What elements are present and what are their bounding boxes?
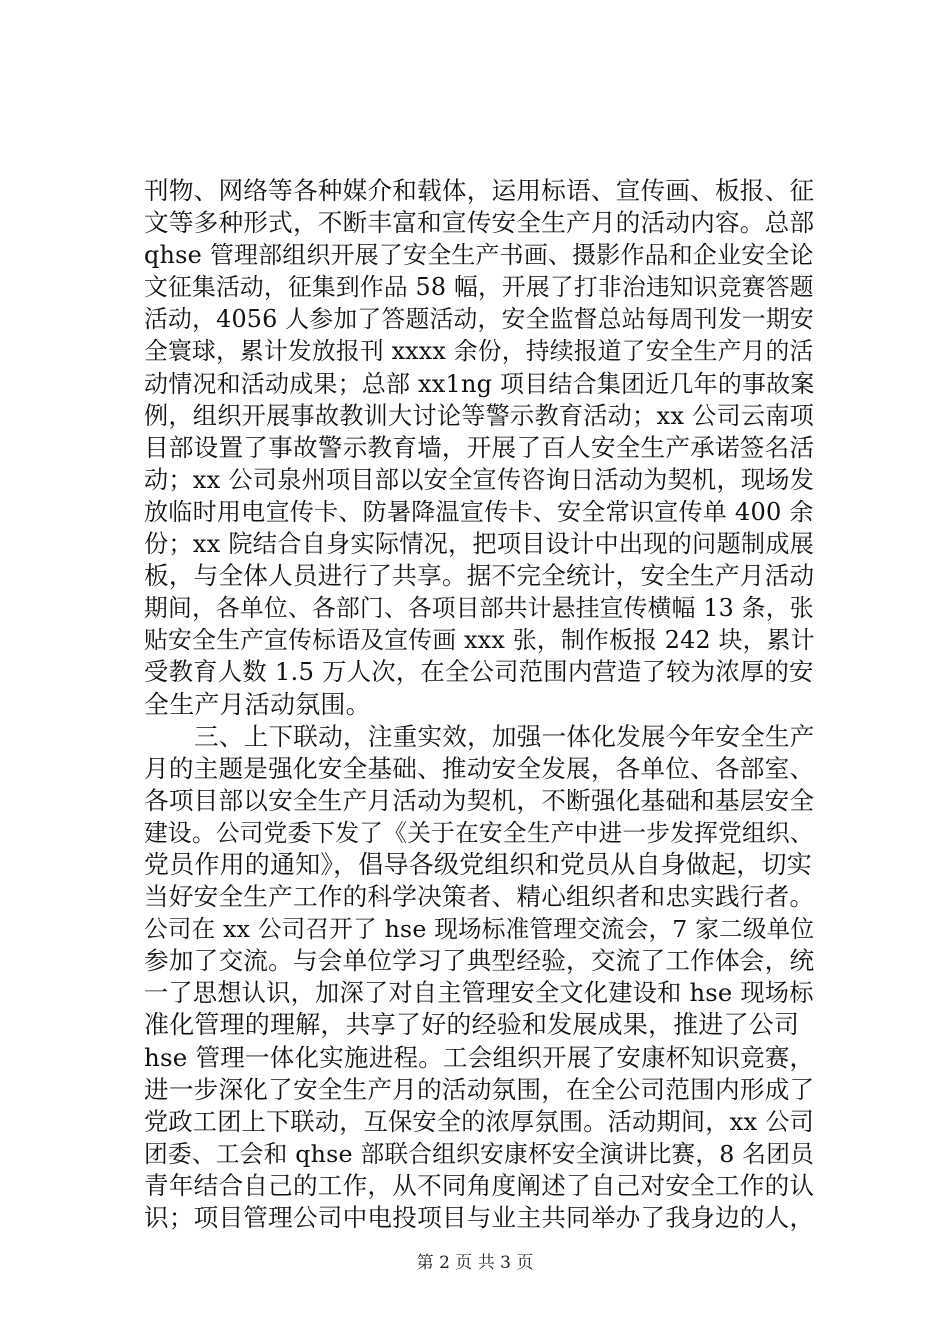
text-line: 识；项目管理公司中电投项目与业主共同举办了我身边的人， <box>144 1203 815 1232</box>
text-line: 党政工团上下联动，互保安全的浓厚氛围。活动期间，xx 公司 <box>144 1107 815 1136</box>
text-line: 全生产月活动氛围。 <box>144 689 371 719</box>
text-line: 贴安全生产宣传标语及宣传画 xxx 张，制作板报 242 块，累计 <box>144 626 815 655</box>
text-line: 文等多种形式，不断丰富和宣传安全生产月的活动内容。总部 <box>144 208 815 238</box>
text-line: 准化管理的理解，共享了好的经验和发展成果，推进了公司 <box>144 1010 800 1040</box>
text-line: 文征集活动，征集到作品 58 幅，开展了打非治违知识竞赛答题 <box>144 273 814 302</box>
text-line: qhse 管理部组织开展了安全生产书画、摄影作品和企业安全论 <box>144 241 814 270</box>
text-line: 建设。公司党委下发了《关于在安全生产中进一步发挥党组织、 <box>144 818 814 847</box>
text-line: 目部设置了事故警示教育墙，开展了百人安全生产承诺签名活 <box>144 432 815 462</box>
text-line: 板，与全体人员进行了共享。据不完全统计，安全生产月活动 <box>144 561 815 591</box>
text-line: 动；xx 公司泉州项目部以安全宣传咨询日活动为契机，现场发 <box>144 465 815 494</box>
text-line: 刊物、网络等各种媒介和载体，运用标语、宣传画、板报、征 <box>144 176 815 205</box>
text-line: 月的主题是强化安全基础、推动安全发展，各单位、各部室、 <box>144 753 815 783</box>
text-line: hse 管理一体化实施进程。工会组织开展了安康杯知识竞赛， <box>144 1042 815 1072</box>
text-line: 青年结合自己的工作，从不同角度阐述了自己对安全工作的认 <box>144 1170 815 1200</box>
text-line: 团委、工会和 qhse 部联合组织安康杯安全演讲比赛，8 名团员 <box>144 1139 815 1168</box>
text-line: 例，组织开展事故教训大讨论等警示教育活动；xx 公司云南项 <box>144 401 815 430</box>
text-line: 党员作用的通知》，倡导各级党组织和党员从自身做起，切实 <box>144 849 812 879</box>
section-heading-line: 三、上下联动，注重实效，加强一体化发展今年安全生产 <box>194 721 815 751</box>
body-text <box>144 175 814 1234</box>
text-line: 受教育人数 1.5 万人次，在全公司范围内营造了较为浓厚的安 <box>144 657 814 687</box>
text-line: 公司在 xx 公司召开了 hse 现场标准管理交流会，7 家二级单位 <box>144 915 815 944</box>
text-line: 当好安全生产工作的科学决策者、精心组织者和忠实践行者。 <box>144 882 815 912</box>
text-line: 进一步深化了安全生产月的活动氛围，在全公司范围内形成了 <box>144 1074 815 1104</box>
text-line: 参加了交流。与会单位学习了典型经验，交流了工作体会，统 <box>144 946 815 976</box>
text-line: 一了思想认识，加深了对自主管理安全文化建设和 hse 现场标 <box>144 978 814 1008</box>
text-line: 各项目部以安全生产月活动为契机，不断强化基础和基层安全 <box>144 785 815 815</box>
text-line: 全寰球，累计发放报刊 xxxx 余份，持续报道了安全生产月的活 <box>144 337 814 366</box>
text-line: 份；xx 院结合自身实际情况，把项目设计中出现的问题制成展 <box>144 530 815 559</box>
text-line: 活动，4056 人参加了答题活动，安全监督总站每周刊发一期安 <box>144 305 814 334</box>
text-line: 期间，各单位、各部门、各项目部共计悬挂宣传横幅 13 条，张 <box>144 594 814 623</box>
text-line: 动情况和活动成果；总部 xx1ng 项目结合集团近几年的事故案 <box>144 369 815 398</box>
text-line: 放临时用电宣传卡、防暑降温宣传卡、安全常识宣传单 400 余 <box>144 497 814 526</box>
page-footer: 第 2 页 共 3 页 <box>416 1253 534 1273</box>
